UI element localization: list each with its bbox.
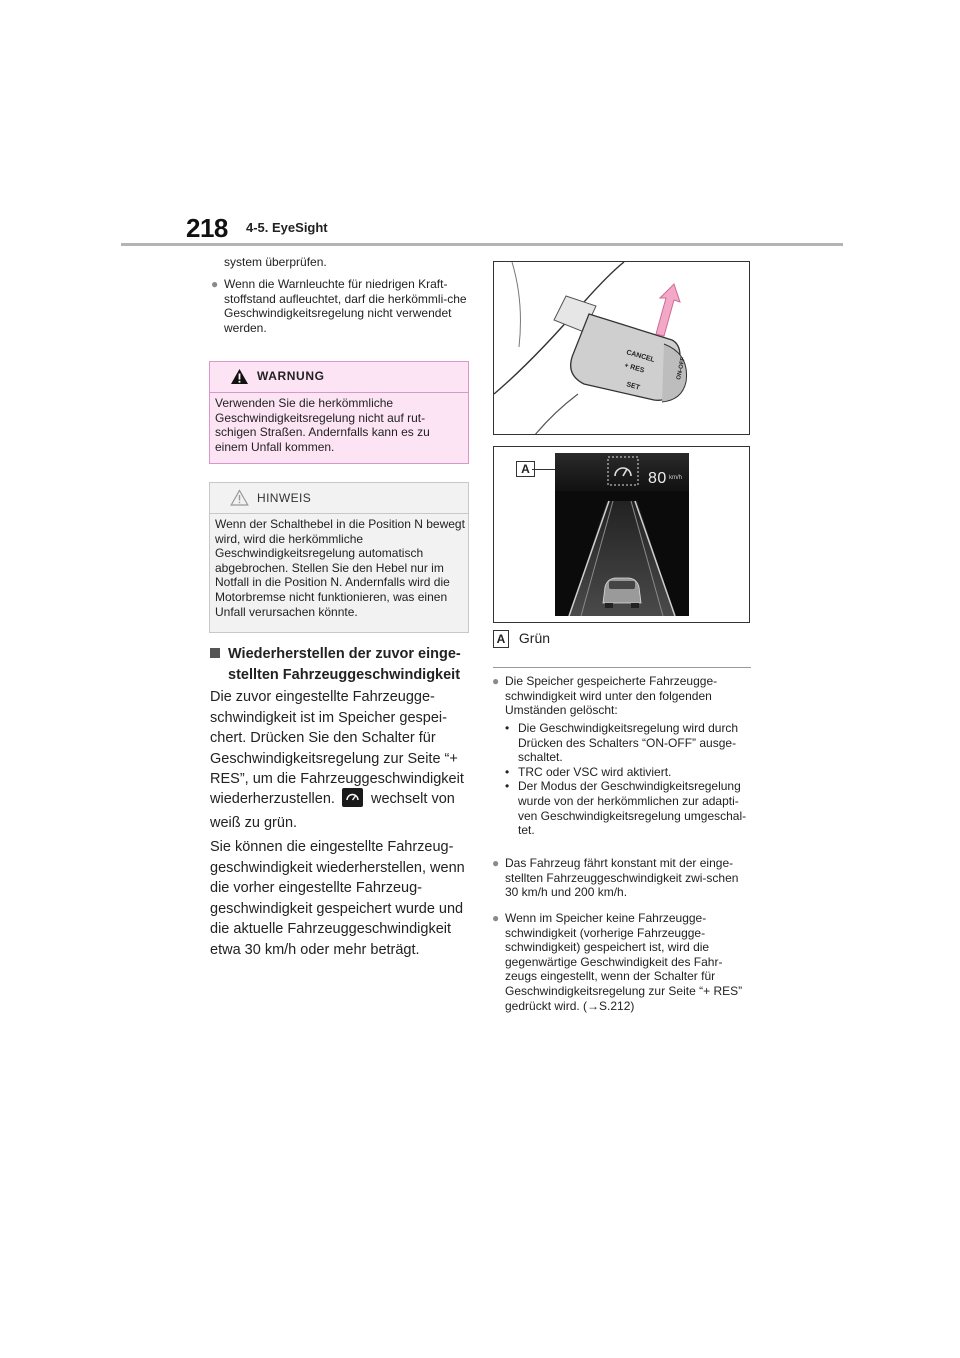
caution-triangle-icon <box>230 489 249 506</box>
warning-box <box>209 361 469 464</box>
lever-figure <box>493 261 750 435</box>
dash-item-trc <box>505 765 753 780</box>
bullet-icon: ● <box>211 277 219 291</box>
dash-item-mode <box>505 779 753 837</box>
meter-display <box>555 453 689 616</box>
bullet-memory-text: Die Speicher gespeicherte Fahrzeugge-schwindigkeit wird unter den folgenden Umständen gelöscht: <box>505 674 718 718</box>
warning-triangle-icon <box>230 368 249 385</box>
paragraph-restore-b: wiederherzustellen. <box>210 791 335 807</box>
bullet-icon: ● <box>492 856 500 870</box>
subheading-text: Wiederherstellen der zuvor einge-stellten Fahrzeuggeschwindigkeit <box>228 646 461 683</box>
lever-label-set: SET <box>625 381 641 392</box>
dash-bullet: • <box>505 721 510 735</box>
warning-divider <box>210 392 468 393</box>
intro-continuation: system überprüfen. <box>224 255 327 269</box>
legend-key-a: A <box>493 630 509 648</box>
dash-item-onoff <box>505 721 753 765</box>
bullet-icon: ● <box>492 911 500 925</box>
bullet-constant-text: Das Fahrzeug fährt konstant mit der einge-stellten Fahrzeuggeschwindigkeit zwi-schen 30 km/h und 200 km/h. <box>505 856 739 900</box>
lever-label-cancel: CANCEL <box>625 349 656 364</box>
paragraph-restore <box>210 687 472 790</box>
legend-text: Grün <box>518 630 551 646</box>
dash-list <box>505 721 753 838</box>
cruise-lever-illustration <box>494 262 750 435</box>
callout-a: A <box>516 461 535 477</box>
paragraph-restore-d: weiß zu grün. <box>210 815 298 831</box>
dash-item-onoff-text: Die Geschwindigkeitsregelung wird durch Drücken des Schalters “ON-OFF” ausge-schaltet. <box>518 721 739 765</box>
bullet-no-memory-text: Wenn im Speicher keine Fahrzeugge-schwindigkeit (vorherige Fahrzeugge-schwindigkeit) gespeichert ist, wird die gegenwärtige Geschwindigkeit des Fahr-zeugs eingestellt, wenn der Schalter für Geschwindigkeitsregelung zur Seite “+ RES” gedrückt wird. (→S.212) <box>505 911 743 1013</box>
lever-label-res: + RES <box>623 362 646 375</box>
bullet-fuel-text: Wenn die Warnleuchte für niedrigen Kraft-stoffstand aufleuchtet, darf die herkömmli-che Geschwindigkeitsregelung nicht verwendet werden. <box>224 277 467 335</box>
bullet-fuel-warning <box>211 277 472 335</box>
paragraph-restore-c: wechselt von <box>371 791 455 807</box>
paragraph-recall: Sie können die eingestellte Fahrzeug-geschwindigkeit wiederherstellen, wenn die vorher eingestellte Fahrzeug-geschwindigkeit gespeichert wurde und die aktuelle Fahrzeuggeschwindigkeit etwa 30 km/h oder mehr beträgt. <box>210 839 465 958</box>
dash-bullet: • <box>505 779 510 794</box>
cruise-indicator-icon <box>342 788 363 807</box>
note-box <box>209 482 469 633</box>
cruise-indicator-icon <box>607 456 639 486</box>
speed-value: 80 <box>648 470 667 487</box>
warning-header <box>210 362 468 392</box>
speed-unit: km/h <box>669 475 683 481</box>
note-text: Wenn der Schalthebel in die Position N bewegt wird, wird die herkömmliche Geschwindigkeitsregelung automatisch abgebrochen. Stellen Sie den Hebel nur im Notfall in die Position N. Andernfalls wird die Motorbremse nicht funktionieren, was einen Unfall verursachen könnte. <box>215 517 465 619</box>
bullet-no-memory <box>492 911 753 1013</box>
bullet-icon: ● <box>492 674 500 688</box>
note-title: HINWEIS <box>257 491 312 505</box>
warning-title: WARNUNG <box>257 369 325 383</box>
square-bullet-icon <box>210 648 220 658</box>
lever-label-onoff: ON-OFF <box>676 356 687 381</box>
bullet-constant-speed <box>492 856 753 900</box>
bullet-memory-cleared <box>492 674 753 718</box>
paragraph-restore-a: Die zuvor eingestellte Fahrzeugge-schwindigkeit ist im Speicher gespei-chert. Drücken Sie den Schalter für Geschwindigkeitsregelung zur Seite “+ RES”, um die Fahrzeuggeschwindigkeit <box>210 689 464 788</box>
lane-graphic <box>555 493 689 616</box>
page-number: 218 <box>186 213 228 243</box>
warning-text: Verwenden Sie die herkömmliche Geschwindigkeitsregelung nicht auf rut-schigen Straßen. Andernfalls kann es zu einem Unfall kommen. <box>215 396 430 454</box>
dash-item-trc-text: TRC oder VSC wird aktiviert. <box>518 764 672 779</box>
section-title: 4-5. EyeSight <box>246 220 328 235</box>
figure-legend <box>493 630 550 648</box>
dash-item-mode-text: Der Modus der Geschwindigkeitsregelung wurde von der herkömmlichen zur adapti-ven Geschwindigkeitsregelung umgeschal-tet. <box>518 779 747 838</box>
subheading <box>228 644 473 686</box>
dash-bullet: • <box>505 764 510 779</box>
display-figure <box>493 446 750 623</box>
paragraph-restore-line <box>210 788 472 810</box>
section-divider <box>493 667 751 668</box>
header-rule <box>121 243 843 246</box>
note-divider <box>210 513 468 514</box>
